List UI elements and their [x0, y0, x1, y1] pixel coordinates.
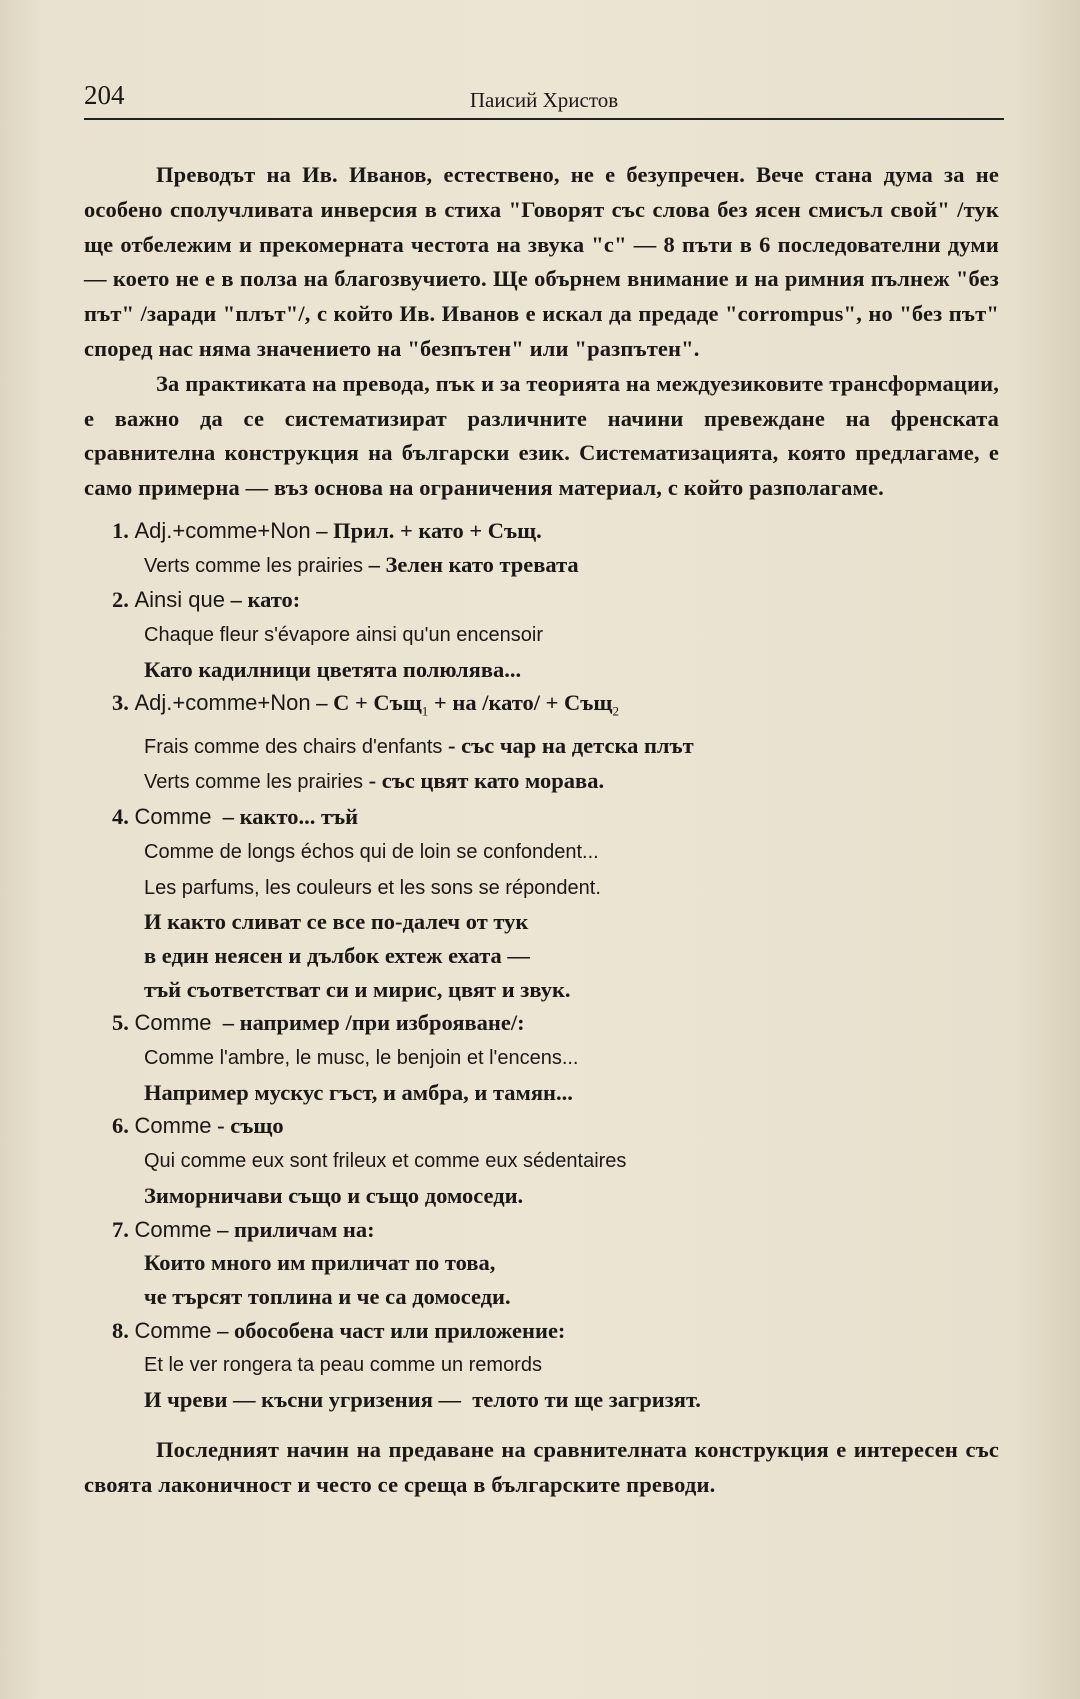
running-title: Паисий Христов	[469, 88, 619, 112]
example-line	[144, 834, 999, 870]
example-line	[144, 729, 999, 765]
list-item-heading	[112, 1314, 999, 1348]
item-number: 8.	[112, 1317, 129, 1343]
list-item-heading	[112, 800, 999, 834]
subscript: 2	[612, 703, 619, 719]
example-line	[144, 617, 999, 653]
final-paragraph: Последният начин на предаване на сравнителната конструкция е интересен със своята лаконичност и често се среща в българските преводи.	[84, 1436, 999, 1497]
example-line	[144, 764, 999, 800]
examples-list	[84, 514, 999, 1417]
list-item	[84, 1314, 999, 1417]
list-item-heading	[112, 1109, 999, 1143]
example-line	[144, 1143, 999, 1179]
bulgarian-text: И чреви — късни угризения — телото ти ще загризят.	[144, 1387, 701, 1413]
bulgarian-text: тъй съответстват си и мирис, цвят и звук.	[144, 976, 571, 1002]
item-heading-french: Ainsi que	[134, 587, 226, 613]
page-number: 204	[84, 80, 125, 110]
example-line	[144, 1040, 999, 1076]
example-line	[144, 1347, 999, 1383]
item-heading-french: Comme	[134, 1216, 212, 1242]
bulgarian-text: че търсят топлина и че са домоседи.	[144, 1283, 511, 1309]
item-heading-bulgarian: - също	[211, 1113, 284, 1139]
item-heading-bulgarian: – С + Същ	[310, 690, 422, 716]
item-number: 4.	[112, 804, 129, 830]
french-text: Verts comme les prairies	[144, 554, 363, 577]
french-text: Comme l'ambre, le musc, le benjoin et l'encens...	[144, 1047, 579, 1070]
item-heading-bulgarian: – както... тъй	[211, 804, 359, 830]
bulgarian-text: Които много им приличат по това,	[144, 1250, 496, 1276]
item-heading-french: Comme	[134, 1010, 212, 1036]
french-text: Comme de longs échos qui de loin se confondent...	[144, 840, 599, 863]
item-heading-french: Adj.+comme+Non	[134, 690, 311, 716]
french-text: Frais comme des chairs d'enfants	[144, 735, 443, 758]
bulgarian-text: Например мускус гъст, и амбра, и тамян...	[144, 1079, 573, 1105]
french-text: Les parfums, les couleurs et les sons se répondent.	[144, 876, 601, 899]
item-heading-bulgarian: – приличам на:	[211, 1216, 375, 1242]
item-number: 1.	[112, 517, 129, 543]
example-line	[144, 1246, 999, 1280]
example-line	[144, 1280, 999, 1314]
bulgarian-text: - със чар на детска плът	[442, 732, 694, 758]
item-heading-french: Comme	[134, 804, 212, 830]
item-number: 7.	[112, 1216, 129, 1242]
bulgarian-text: в един неясен и дълбок ехтеж ехата —	[144, 942, 530, 968]
list-item-heading	[112, 686, 999, 728]
list-item-heading	[112, 1006, 999, 1040]
list-item	[84, 686, 999, 800]
paragraph: Преводът на Ив. Иванов, естествено, не е безупречен. Вече стана дума за не особено сполучливата инверсия в стиха "Говорят със слова без ясен смисъл свой" /тук ще отбележим и прекомерната честота на звука "с" — 8 пъти в 6 последователни думи — което не е в полза на благозвучието. Ще обърнем внимание и на римния пълнеж "без път" /заради "плът"/, с който Ив. Иванов е искал да предаде "corrompus", но "без път" според нас няма значението на "безпътен" или "разпътен".	[84, 162, 999, 361]
example-line	[144, 1179, 999, 1213]
item-heading-bulgarian: – обособена част или приложение:	[211, 1317, 566, 1343]
bulgarian-text: – Зелен като тревата	[362, 551, 579, 577]
item-heading-french: Comme	[134, 1113, 212, 1139]
bulgarian-text: И както сливат се все по-далеч от тук	[144, 909, 529, 935]
list-item	[84, 583, 999, 686]
bulgarian-text: Зиморничави също и също домоседи.	[144, 1182, 524, 1208]
example-line	[144, 1383, 999, 1417]
page-header	[84, 78, 1004, 120]
example-line	[144, 1076, 999, 1110]
list-item-heading	[112, 514, 999, 548]
item-heading-bulgarian: – Прил. + като + Същ.	[310, 517, 542, 543]
list-item	[84, 1006, 999, 1109]
item-heading-french: Adj.+comme+Non	[134, 517, 311, 543]
item-number: 3.	[112, 690, 129, 716]
french-text: Et le ver rongera ta peau comme un remords	[144, 1354, 542, 1377]
item-number: 2.	[112, 587, 129, 613]
example-line	[144, 973, 999, 1007]
example-line	[144, 548, 999, 584]
french-text: Verts comme les prairies	[144, 771, 363, 794]
page-body	[84, 158, 999, 1502]
list-item-heading	[112, 583, 999, 617]
example-line	[144, 653, 999, 687]
subscript: 1	[421, 703, 429, 719]
item-number: 6.	[112, 1113, 129, 1139]
item-number: 5.	[112, 1010, 129, 1036]
example-line	[144, 939, 999, 973]
item-heading-bulgarian: – като:	[225, 587, 301, 613]
list-item	[84, 800, 999, 1006]
item-heading-french: Comme	[134, 1317, 212, 1343]
item-heading-bulgarian: – например /при изброяване/:	[211, 1010, 525, 1036]
list-item	[84, 514, 999, 583]
example-line	[144, 870, 999, 906]
list-item-heading	[112, 1213, 999, 1247]
french-text: Qui comme eux sont frileux et comme eux sédentaires	[144, 1150, 627, 1173]
french-text: Chaque fleur s'évapore ainsi qu'un encensoir	[144, 624, 544, 647]
bulgarian-text: Като кадилници цветята полюлява...	[144, 656, 522, 682]
list-item	[84, 1109, 999, 1212]
paragraph: За практиката на превода, пък и за теорията на междуезиковите трансформации, е важно да се систематизират различните начини превеждане на френската сравнителна конструкция на български език. Систематизацията, която предлагаме, е само примерна — въз основа на ограничения материал, с който разполагаме.	[84, 370, 999, 501]
list-item	[84, 1213, 999, 1314]
item-heading-bulgarian-cont: + на /като/ + Същ	[428, 690, 613, 716]
example-line	[144, 905, 999, 939]
bulgarian-text: - със цвят като морава.	[362, 768, 605, 794]
